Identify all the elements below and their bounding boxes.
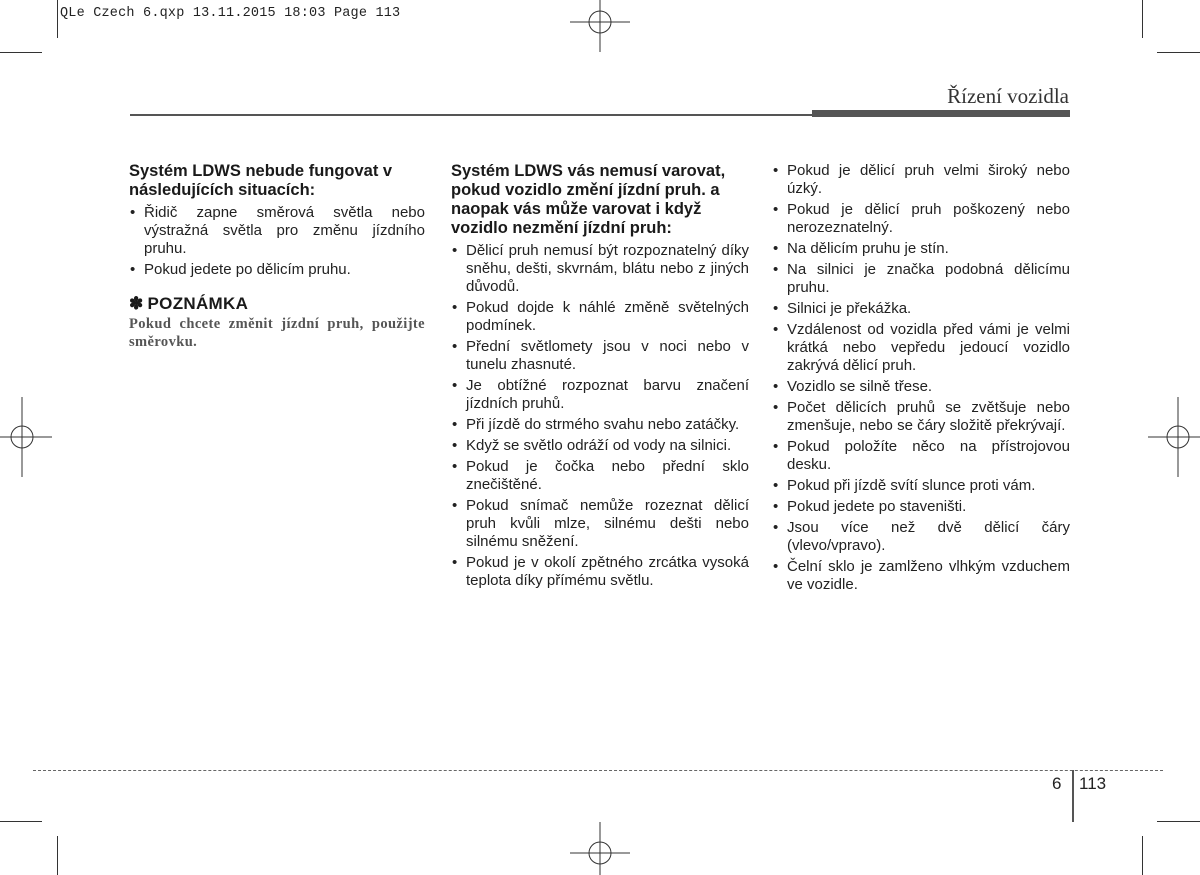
list-item [772, 477, 1070, 495]
list-item-text: Pokud při jízdě svítí slunce proti vám. [787, 477, 1036, 494]
crop-mark [0, 821, 42, 822]
list-item-text: Silnici je překážka. [787, 300, 912, 317]
crop-mark [57, 836, 58, 875]
bullet-icon: • [452, 458, 458, 475]
list-item-text: Když se světlo odráží od vody na silnici. [466, 437, 732, 454]
column-1 [129, 162, 425, 351]
header-rule-accent [812, 110, 1070, 117]
bullet-icon: • [130, 261, 136, 278]
bullet-icon: • [452, 416, 458, 433]
bullet-icon: • [773, 399, 779, 416]
list-item-text: Pokud je dělicí pruh velmi široký nebo úzký. [787, 162, 1070, 197]
list-item [451, 458, 749, 494]
list-item-text: Vozidlo se silně třese. [787, 378, 933, 395]
bullet-icon: • [773, 378, 779, 395]
list-item-text: Pokud je v okolí zpětného zrcátka vysoká teplota díky přímému světlu. [466, 554, 749, 589]
list-item-text: Pokud jedete po staveništi. [787, 498, 967, 515]
list-item [451, 497, 749, 551]
list-item [772, 162, 1070, 198]
list-item [451, 554, 749, 590]
page-number-separator [1072, 770, 1074, 822]
column-1-list [129, 204, 425, 279]
list-item-text: Přední světlomety jsou v noci nebo v tunelu zhasnuté. [466, 338, 749, 373]
list-item [772, 300, 1070, 318]
list-item [772, 519, 1070, 555]
bullet-icon: • [452, 299, 458, 316]
bullet-icon: • [452, 242, 458, 259]
note-star-icon: ✽ [129, 294, 144, 313]
bullet-icon: • [452, 377, 458, 394]
list-item [772, 399, 1070, 435]
list-item-text: Pokud jedete po dělicím pruhu. [144, 261, 351, 278]
bullet-icon: • [773, 519, 779, 536]
list-item [772, 378, 1070, 396]
bullet-icon: • [773, 240, 779, 257]
list-item [451, 416, 749, 434]
list-item-text: Při jízdě do strmého svahu nebo zatáčky. [466, 416, 740, 433]
bullet-icon: • [452, 554, 458, 571]
bullet-icon: • [452, 497, 458, 514]
list-item-text: Jsou více než dvě dělicí čáry (vlevo/vpravo). [787, 519, 1070, 554]
list-item [451, 437, 749, 455]
list-item-text: Na dělicím pruhu je stín. [787, 240, 949, 257]
list-item-text: Pokud je dělicí pruh poškozený nebo nerozeznatelný. [787, 201, 1070, 236]
note-title-text: POZNÁMKA [147, 294, 249, 313]
list-item-text: Pokud snímač nemůže rozeznat dělicí pruh kvůli mlze, silnému dešti nebo silnému sněžení. [466, 497, 749, 550]
bullet-icon: • [773, 321, 779, 338]
list-item [772, 498, 1070, 516]
crop-mark [1142, 836, 1143, 875]
bullet-icon: • [773, 261, 779, 278]
list-item-text: Vzdálenost od vozidla před vámi je velmi krátká nebo vepředu jedoucí vozidlo zakrývá dělicí pruh. [787, 321, 1070, 374]
list-item-text: Pokud je čočka nebo přední sklo znečištěné. [466, 458, 749, 493]
crop-mark [0, 52, 42, 53]
bullet-icon: • [773, 498, 779, 515]
list-item [772, 438, 1070, 474]
registration-mark-icon [570, 0, 630, 52]
list-item-text: Dělicí pruh nemusí být rozpoznatelný díky sněhu, dešti, skvrnám, blátu nebo z jiných důvodů. [466, 242, 749, 295]
column-2-heading: Systém LDWS vás nemusí varovat, pokud vozidlo změní jízdní pruh. a naopak vás může varovat i když vozidlo nezmění jízdní pruh: [451, 162, 726, 237]
column-3-list [772, 162, 1070, 594]
list-item [451, 299, 749, 335]
bullet-icon: • [452, 437, 458, 454]
list-item [772, 240, 1070, 258]
bullet-icon: • [130, 204, 136, 221]
list-item-text: Čelní sklo je zamlženo vlhkým vzduchem ve vozidle. [787, 558, 1070, 593]
list-item [772, 261, 1070, 297]
bullet-icon: • [773, 558, 779, 575]
footer-dashed-rule [33, 770, 1163, 771]
list-item [451, 338, 749, 374]
column-2 [451, 162, 749, 593]
print-slug: QLe Czech 6.qxp 13.11.2015 18:03 Page 113 [60, 6, 401, 21]
crop-mark [1157, 821, 1200, 822]
note-body: Pokud chcete změnit jízdní pruh, použijte směrovku. [129, 316, 425, 350]
list-item-text: Je obtížné rozpoznat barvu značení jízdních pruhů. [466, 377, 749, 412]
bullet-icon: • [773, 162, 779, 179]
column-1-heading: Systém LDWS nebude fungovat v následujících situacích: [129, 162, 393, 199]
bullet-icon: • [452, 338, 458, 355]
section-title: Řízení vozidla [947, 84, 1069, 108]
crop-mark [57, 0, 58, 38]
list-item [451, 242, 749, 296]
bullet-icon: • [773, 300, 779, 317]
list-item [772, 321, 1070, 375]
registration-mark-icon [1148, 397, 1200, 477]
list-item-text: Řidič zapne směrová světla nebo výstražná světla pro změnu jízdního pruhu. [144, 204, 425, 257]
list-item-text: Pokud dojde k náhlé změně světelných podmínek. [466, 299, 749, 334]
bullet-icon: • [773, 201, 779, 218]
column-3 [772, 162, 1070, 597]
registration-mark-icon [0, 397, 52, 477]
crop-mark [1157, 52, 1200, 53]
header-rule [130, 114, 812, 116]
column-2-list [451, 242, 749, 590]
bullet-icon: • [773, 477, 779, 494]
list-item-text: Pokud položíte něco na přístrojovou desku. [787, 438, 1070, 473]
list-item [129, 204, 425, 258]
list-item [772, 201, 1070, 237]
list-item [451, 377, 749, 413]
page-number: 113 [1079, 774, 1107, 793]
list-item [129, 261, 425, 279]
bullet-icon: • [773, 438, 779, 455]
chapter-number: 6 [1052, 774, 1062, 793]
note-title [129, 295, 425, 313]
list-item-text: Počet dělicích pruhů se zvětšuje nebo zmenšuje, nebo se čáry složitě překrývají. [787, 399, 1070, 434]
registration-mark-icon [570, 822, 630, 875]
list-item [772, 558, 1070, 594]
crop-mark [1142, 0, 1143, 38]
list-item-text: Na silnici je značka podobná dělicímu pruhu. [787, 261, 1070, 296]
